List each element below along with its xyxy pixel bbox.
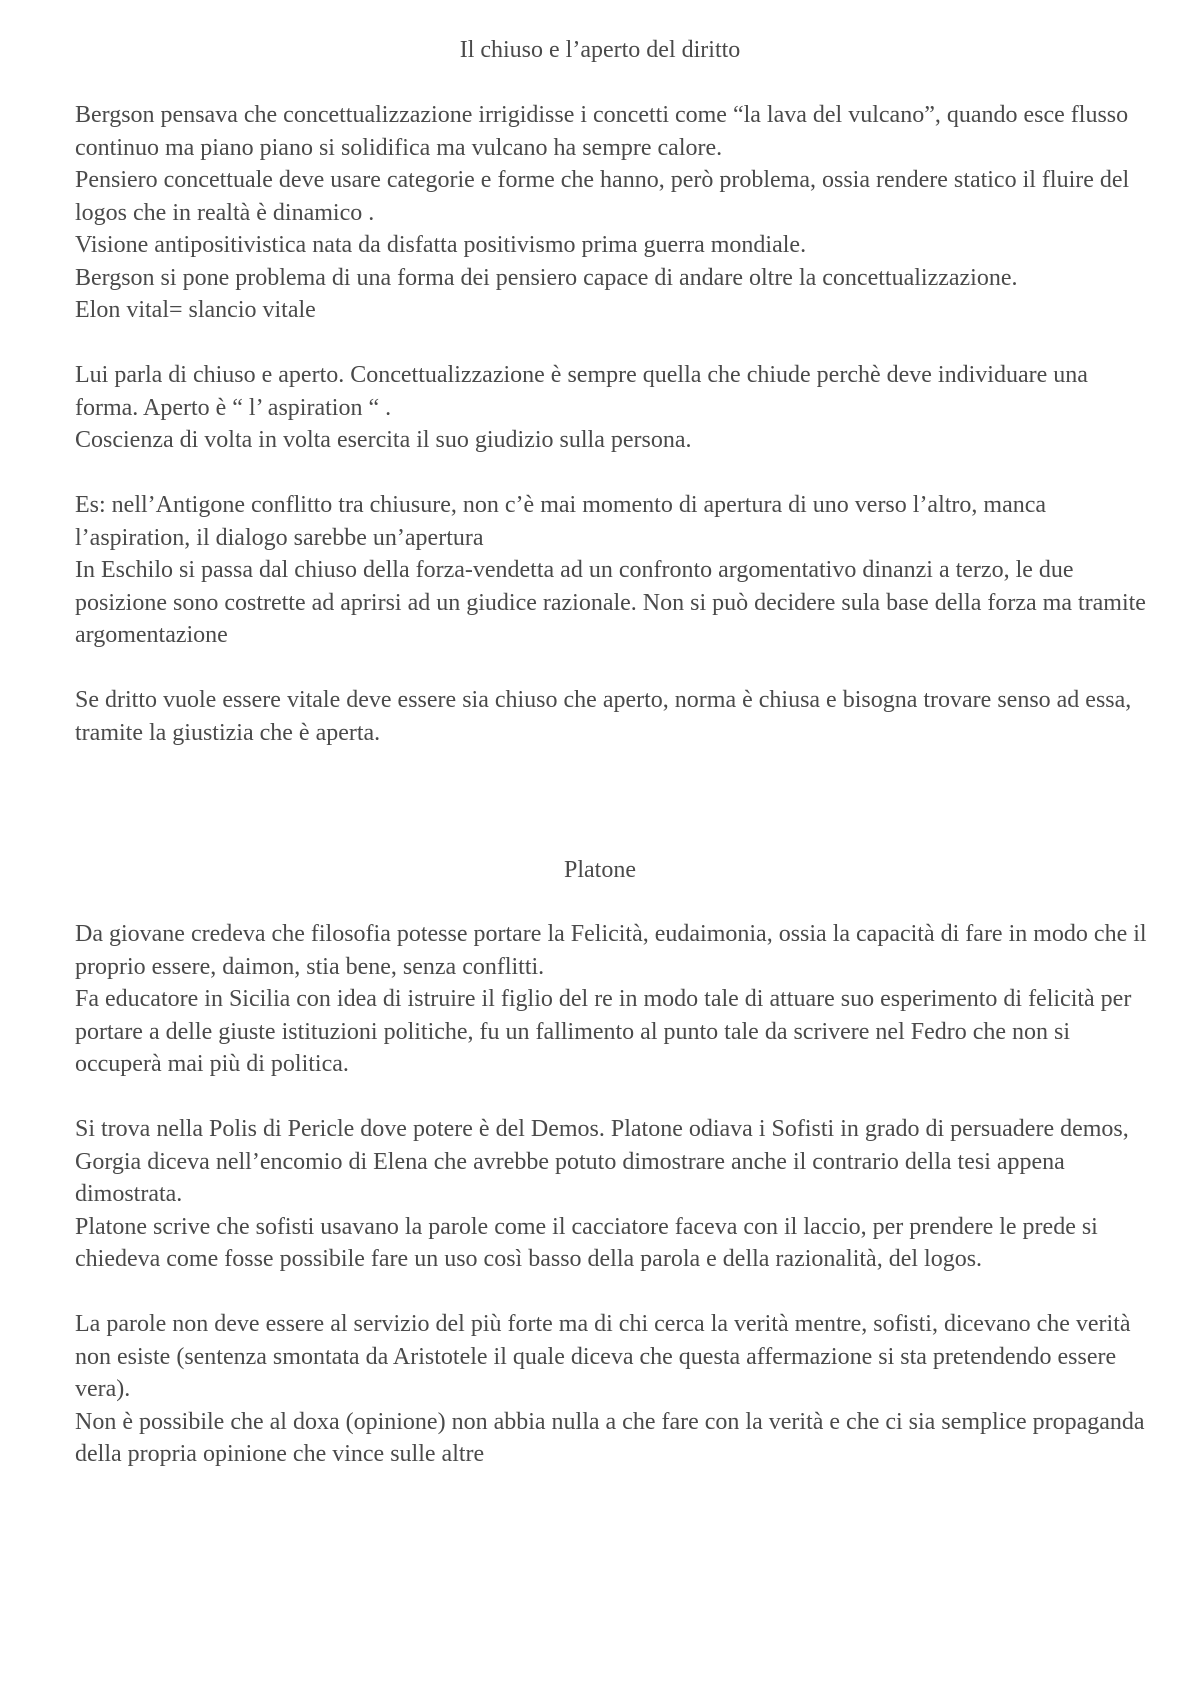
paragraph: In Eschilo si passa dal chiuso della forza-vendetta ad un confronto argomentativo dinanzi a terzo, le due posizione sono costrette ad aprirsi ad un giudice razionale. Non si può decidere sula base della forza ma tramite argomentazione — [75, 557, 1146, 648]
section-title: Il chiuso e l’aperto del diritto — [459, 37, 741, 63]
paragraph: Fa educatore in Sicilia con idea di istruire il figlio del re in modo tale di attuare suo esperimento di felicità per portare a delle giuste istituzioni politiche, fu un fallimento al punto tale da scrivere nel Fedro che non si occuperà mai più di politica. — [75, 986, 1132, 1077]
paragraph: Pensiero concettuale deve usare categorie e forme che hanno, però problema, ossia rendere statico il fluire del logos che in realtà è dinamico . — [75, 167, 1130, 226]
paragraph: Da giovane credeva che filosofia potesse portare la Felicità, eudaimonia, ossia la capacità di fare in modo che il proprio essere, daimon, stia bene, senza conflitti. — [75, 921, 1147, 980]
paragraph: Coscienza di volta in volta esercita il suo giudizio sulla persona. — [75, 427, 692, 453]
paragraph: Elon vital= slancio vitale — [75, 297, 316, 323]
paragraph: Non è possibile che al doxa (opinione) non abbia nulla a che fare con la verità e che ci sia semplice propaganda della propria opinione che vince sulle altre — [75, 1408, 1145, 1467]
paragraph: La parole non deve essere al servizio del più forte ma di chi cerca la verità mentre, sofisti, dicevano che verità non esiste (sentenza smontata da Aristotele il quale diceva che questa affermazione si sta pretendendo essere vera). — [75, 1311, 1131, 1402]
section-body — [75, 99, 1155, 749]
section-title: Platone — [564, 857, 636, 883]
paragraph: Visione antipositivistica nata da disfatta positivismo prima guerra mondiale. — [75, 232, 807, 258]
section-body — [75, 918, 1155, 1471]
paragraph: Platone scrive che sofisti usavano la parole come il cacciatore faceva con il laccio, per prendere le prede si chiedeva come fosse possibile fare un uso così basso della parola e della razionalità, del logos. — [75, 1213, 1098, 1272]
paragraph: Lui parla di chiuso e aperto. Concettualizzazione è sempre quella che chiude perchè deve individuare una forma. Aperto è “ l’ aspiration “ . — [75, 362, 1088, 421]
paragraph: Se dritto vuole essere vitale deve essere sia chiuso che aperto, norma è chiusa e bisogna trovare senso ad essa, tramite la giustizia che è aperta. — [75, 687, 1132, 746]
paragraph: Es: nell’Antigone conflitto tra chiusure, non c’è mai momento di apertura di uno verso l’altro, manca l’aspiration, il dialogo sarebbe un’apertura — [75, 492, 1047, 551]
paragraph: Bergson si pone problema di una forma dei pensiero capace di andare oltre la concettualizzazione. — [75, 264, 1018, 291]
paragraph: Bergson pensava che concettualizzazione irrigidisse i concetti come “la lava del vulcano”, quando esce flusso continuo ma piano piano si solidifica ma vulcano ha sempre calore. — [75, 102, 1129, 161]
paragraph: Si trova nella Polis di Pericle dove potere è del Demos. Platone odiava i Sofisti in grado di persuadere demos, Gorgia diceva nell’encomio di Elena che avrebbe potuto dimostrare anche il contrario della tesi appena dimostrata. — [75, 1116, 1129, 1207]
